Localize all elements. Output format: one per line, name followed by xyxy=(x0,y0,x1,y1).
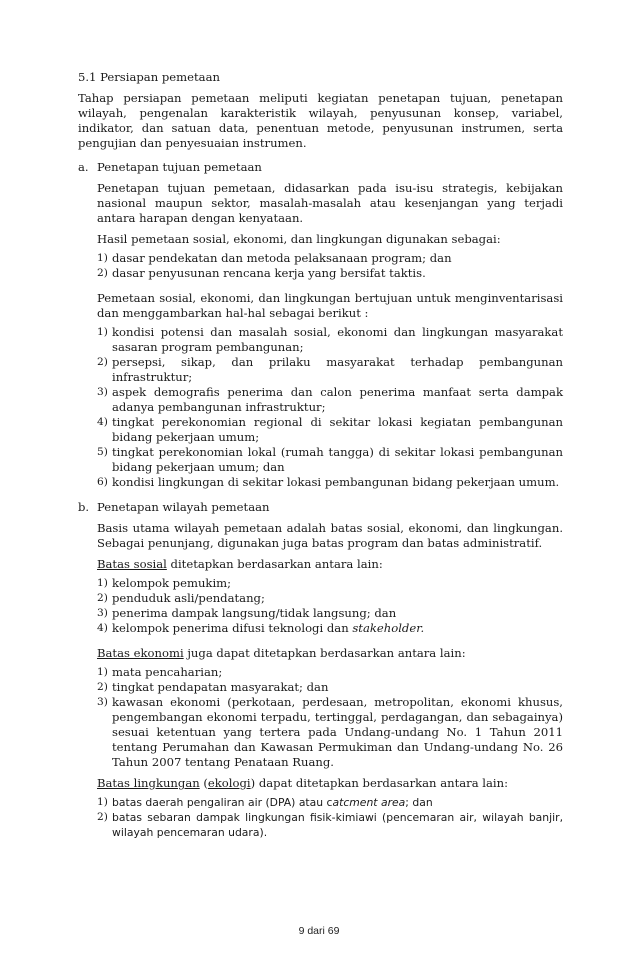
list-item: 3) kawasan ekonomi (perkotaan, perdesaan, metropolitan, ekonomi khusus, pengembangan ekonomi terpadu, tertinggal, perdagangan, dan sebagainya) sesuai ketentuan yang tertera pada Undang-undang No. 1 Tahun 2011 tentang Perumahan dan Kawasan Permukiman dan Undang-undang No. 26 Tahun 2007 tentang Penataan Ruang. xyxy=(97,695,563,769)
list-item: 1) batas daerah pengaliran air (DPA) atau catcment area; dan xyxy=(97,796,433,809)
list-item: 1) mata pencaharian; xyxy=(97,665,223,679)
batas-sosial-label: Batas sosial xyxy=(97,557,167,571)
batas-ekonomi-list xyxy=(97,665,563,770)
part-a-list1 xyxy=(97,251,563,281)
list-item: 1) dasar pendekatan dan metoda pelaksanaan program; dan xyxy=(97,251,452,265)
batas-lingkungan-intro: Batas lingkungan (ekologi) dapat ditetapkan berdasarkan antara lain: xyxy=(97,776,509,790)
list-item: 5) tingkat perekonomian lokal (rumah tangga) di sekitar lokasi pembangunan bidang pekerjaan umum; dan xyxy=(97,445,563,474)
list-item: 3) penerima dampak langsung/tidak langsung; dan xyxy=(97,606,397,620)
batas-ekonomi-label: Batas ekonomi xyxy=(97,646,184,660)
part-a-para1: Penetapan tujuan pemetaan, didasarkan pada isu-isu strategis, kebijakan nasional maupun sektor, masalah-masalah atau kesenjangan yang terjadi antara harapan dengan kenyataan. xyxy=(97,181,563,225)
part-a-para3: Pemetaan sosial, ekonomi, dan lingkungan bertujuan untuk menginventarisasi dan menggambarkan hal-hal sebagai berikut : xyxy=(97,291,563,320)
part-a-header xyxy=(78,160,563,175)
batas-ekonomi-intro: Batas ekonomi juga dapat ditetapkan berdasarkan antara lain: xyxy=(97,646,466,660)
page-number: 9 dari 69 xyxy=(298,925,340,937)
list-item: 6) kondisi lingkungan di sekitar lokasi pembangunan bidang pekerjaan umum. xyxy=(97,475,560,489)
section-heading: 5.1 Persiapan pemetaan xyxy=(78,70,220,84)
part-b-header xyxy=(78,500,563,515)
part-a-title: Penetapan tujuan pemetaan xyxy=(97,160,262,174)
part-b-title: Penetapan wilayah pemetaan xyxy=(97,500,270,514)
list-item: 2) penduduk asli/pendatang; xyxy=(97,591,265,605)
part-b-para1: Basis utama wilayah pemetaan adalah batas sosial, ekonomi, dan lingkungan. Sebagai penunjang, digunakan juga batas program dan batas administratif. xyxy=(97,521,563,550)
part-a-para2: Hasil pemetaan sosial, ekonomi, dan lingkungan digunakan sebagai: xyxy=(97,232,501,246)
part-a-letter: a. xyxy=(78,160,89,174)
list-item: 4) tingkat perekonomian regional di sekitar lokasi kegiatan pembangunan bidang pekerjaan umum; xyxy=(97,415,563,444)
list-item: 4) kelompok penerima difusi teknologi dan stakeholder. xyxy=(97,621,425,635)
list-item: 2) tingkat pendapatan masyarakat; dan xyxy=(97,680,329,694)
section-intro: Tahap persiapan pemetaan meliputi kegiatan penetapan tujuan, penetapan wilayah, pengenalan karakteristik wilayah, penyusunan konsep, variabel, indikator, dan satuan data, penentuan metode, penyusunan instrumen, serta pengujian dan penyesuaian instrumen. xyxy=(78,91,563,150)
batas-sosial-list xyxy=(97,576,563,636)
batas-lingkungan-list xyxy=(97,795,563,840)
list-item: 1) kondisi potensi dan masalah sosial, ekonomi dan lingkungan masyarakat sasaran program pembangunan; xyxy=(97,325,563,354)
batas-sosial-intro: Batas sosial ditetapkan berdasarkan antara lain: xyxy=(97,557,383,571)
part-a-body xyxy=(97,181,563,490)
list-item: 1) kelompok pemukim; xyxy=(97,576,232,590)
document-page xyxy=(78,70,563,840)
part-b-letter: b. xyxy=(78,500,90,514)
list-item: 2) dasar penyusunan rencana kerja yang bersifat taktis. xyxy=(97,266,426,280)
list-item: 2) batas sebaran dampak lingkungan fisik-kimiawi (pencemaran air, wilayah banjir, wilayah pencemaran udara). xyxy=(97,811,563,839)
batas-lingkungan-label: Batas lingkungan xyxy=(97,776,200,790)
list-item: 2) persepsi, sikap, dan prilaku masyarakat terhadap pembangunan infrastruktur; xyxy=(97,355,563,384)
part-b-body xyxy=(97,521,563,840)
part-a-list2 xyxy=(97,325,563,490)
list-item: 3) aspek demografis penerima dan calon penerima manfaat serta dampak adanya pembangunan infrastruktur; xyxy=(97,385,563,414)
